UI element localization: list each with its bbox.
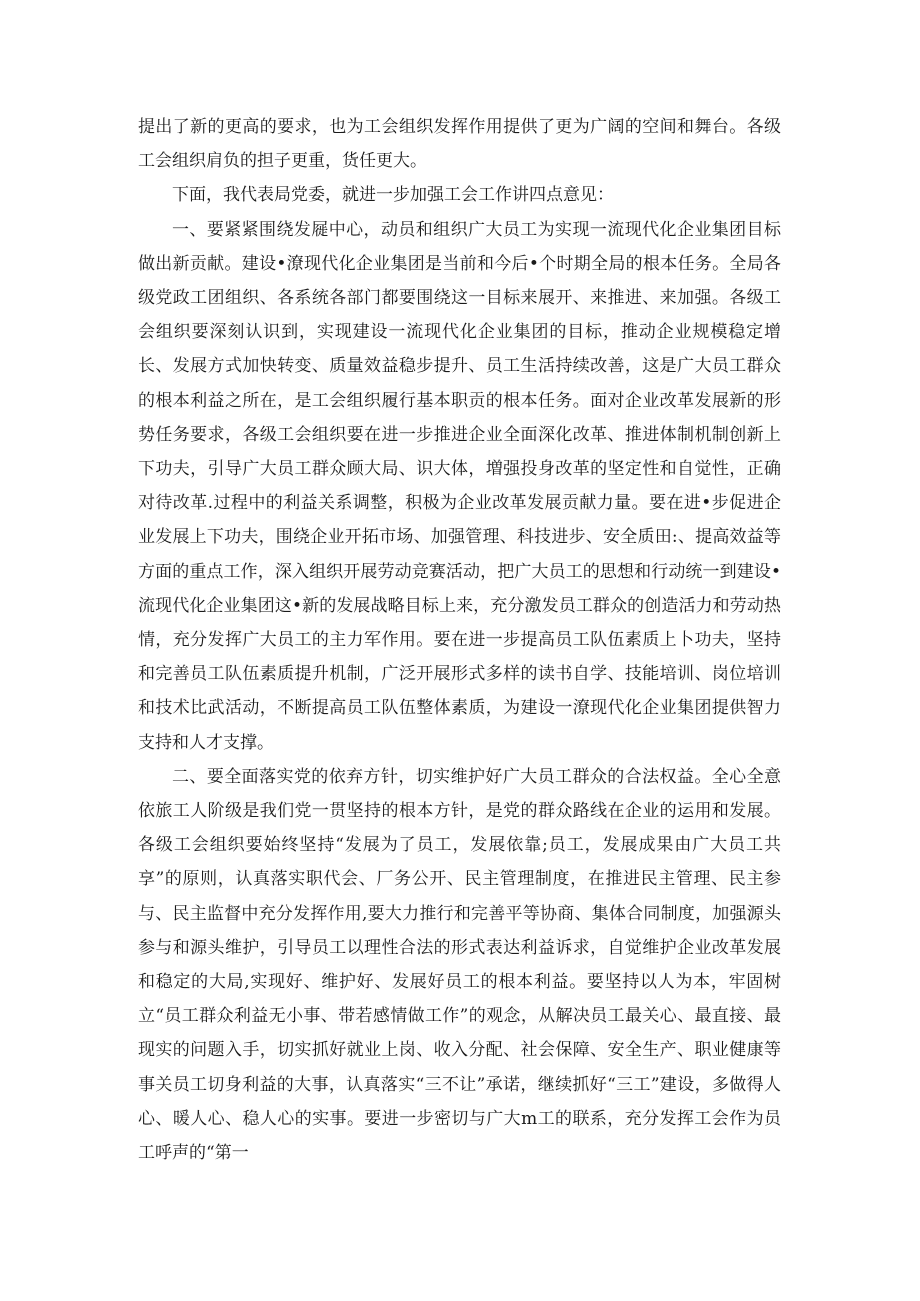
paragraph-2: 下面，我代表局党委，就进一步加强工会工作讲四点意见：	[172, 185, 614, 206]
paragraph-4: 二、要全面落实党的依弃方针，切实维护好广大员工群众的合法权益。全心全意依旅工人阶级是我们党一贯坚持的根本方针，是党的群众路线在企业的运用和发展。各级工会组织要始终坚持“发展为了员工，发展依靠;员工，发展成果由广大员工共享”的原则，认真落实职代会、厂务公开、民主管理制度，在推进民主管理、民主参与、民主监督中充分发挥作用,要大力推行和完善平等协商、集体合同制度，加强源头参与和源头维护，引导员工以理性合法的形式表达利益诉求，自觉维护企业改革发展和稳定的大局,实现好、维护好、发展好员工的根本利益。要坚持以人为本，牢固树立“员工群众利益无小事、带若感情做工作”的观念，从解决员工最关心、最直接、最现实的问题入手，切实抓好就业上岗、收入分配、社会保障、安全生产、职业健康等事关员工切身利益的大事，认真落实“三不让”承诺，继续抓好“三工”建设，多做得人心、暖人心、稳人心的实事。要进一步密切与广大m工的联系，充分发挥工会作为员工呼声的“第一	[138, 766, 781, 1164]
paragraph-3: 一、要紧紧围绕发屣中心，动员和组织广大员工为实现一流现代化企业集团目标做出新贡献。建设•潦现代化企业集团是当前和今后•个时期全局的根本任务。全局各级党政工团组织、各系统各部门都要围绕这一目标来展开、来推进、来加强。各级工会组织要深刻认识到，实现建设一流现代化企业集团的目标，推动企业规模稳定增长、发展方式加快转变、质量效益稳步提升、员工生活持续改善，这是广大员工群众的根本利益之所在，是工会组织履行基本职贡的根本任务。面对企业改革发展新的形势任务要求，各级工会组织要在进一步推进企业全面深化改革、推进体制机制创新上下功夫，引导广大员工群众顾大局、识大体，増强投身改革的坚定性和自觉性，正确对待改革.过程中的利益关系调整，积极为企业改革发展贡献力量。要在进•步促进企业发展上下功夫，围绕企业开拓市场、加强管理、科技进步、安全质田:、提高效益等方面的重点工作，深入组织开展劳动竞赛活动，把广大员工的思想和行动统一到建设•流现代化企业集团这•新的发展战略目标上来，充分激发员工群众的创造活力和劳动热情，充分发挥广大员工的主力军作用。要在进一步提高员工队伍素质上卜功夫，坚持和完善员工队伍素质提升机制，广泛开展形式多样的读书自学、技能培训、岗位培训和技术比武活动，不断提高员工队伍整体素质，为建设一潦现代化企业集团提供智力支持和人才支撑。	[138, 219, 781, 753]
paragraph-1: 提出了新的更高的要求，也为工会组织发挥作用提供了更为广阔的空间和舞台。各级工会组织肩负的担子更重，货任更大。	[138, 117, 781, 172]
document-body	[138, 110, 781, 1170]
